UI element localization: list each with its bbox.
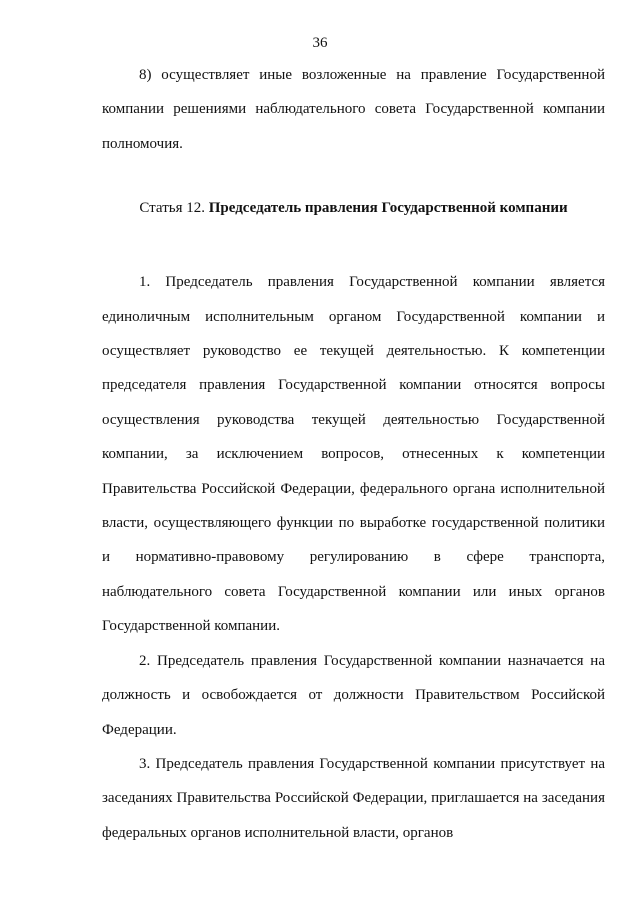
paragraph-2: 2. Председатель правления Государственной компании назначается на должность и освобождается от должности Правительством Российской Федерации. [102,652,605,738]
article-title: Председатель правления Государственной компании [208,200,568,217]
list-item-8: 8) осуществляет иные возложенные на правление Государственной компании решениями наблюдательного совета Государственной компании полномочия. [102,67,605,152]
paragraph-1: 1. Председатель правления Государственной компании является единоличным исполнительным органом Государственной компании и осуществляет руководство ее текущей деятельностью. К компетенции председателя правления Государственной компании относятся вопросы осуществления руководства текущей деятельностью Государственной компании, за исключением вопросов, отнесенных к компетенции Правительства Российской Федерации, федерального органа исполнительной власти, осуществляющего функции по выработке государственной политики и нормативно-правовому регулированию в сфере транспорта, наблюдательного совета Государственной компании или иных органов Государственной компании. [102,274,605,635]
document-body [102,58,605,850]
article-heading [102,198,605,218]
page-number: 36 [312,35,328,51]
paragraph-3: 3. Председатель правления Государственной компании присутствует на заседаниях Правительства Российской Федерации, приглашается на заседания федеральных органов исполнительной власти, органов [102,755,605,841]
article-label: Статья 12. [139,200,205,217]
